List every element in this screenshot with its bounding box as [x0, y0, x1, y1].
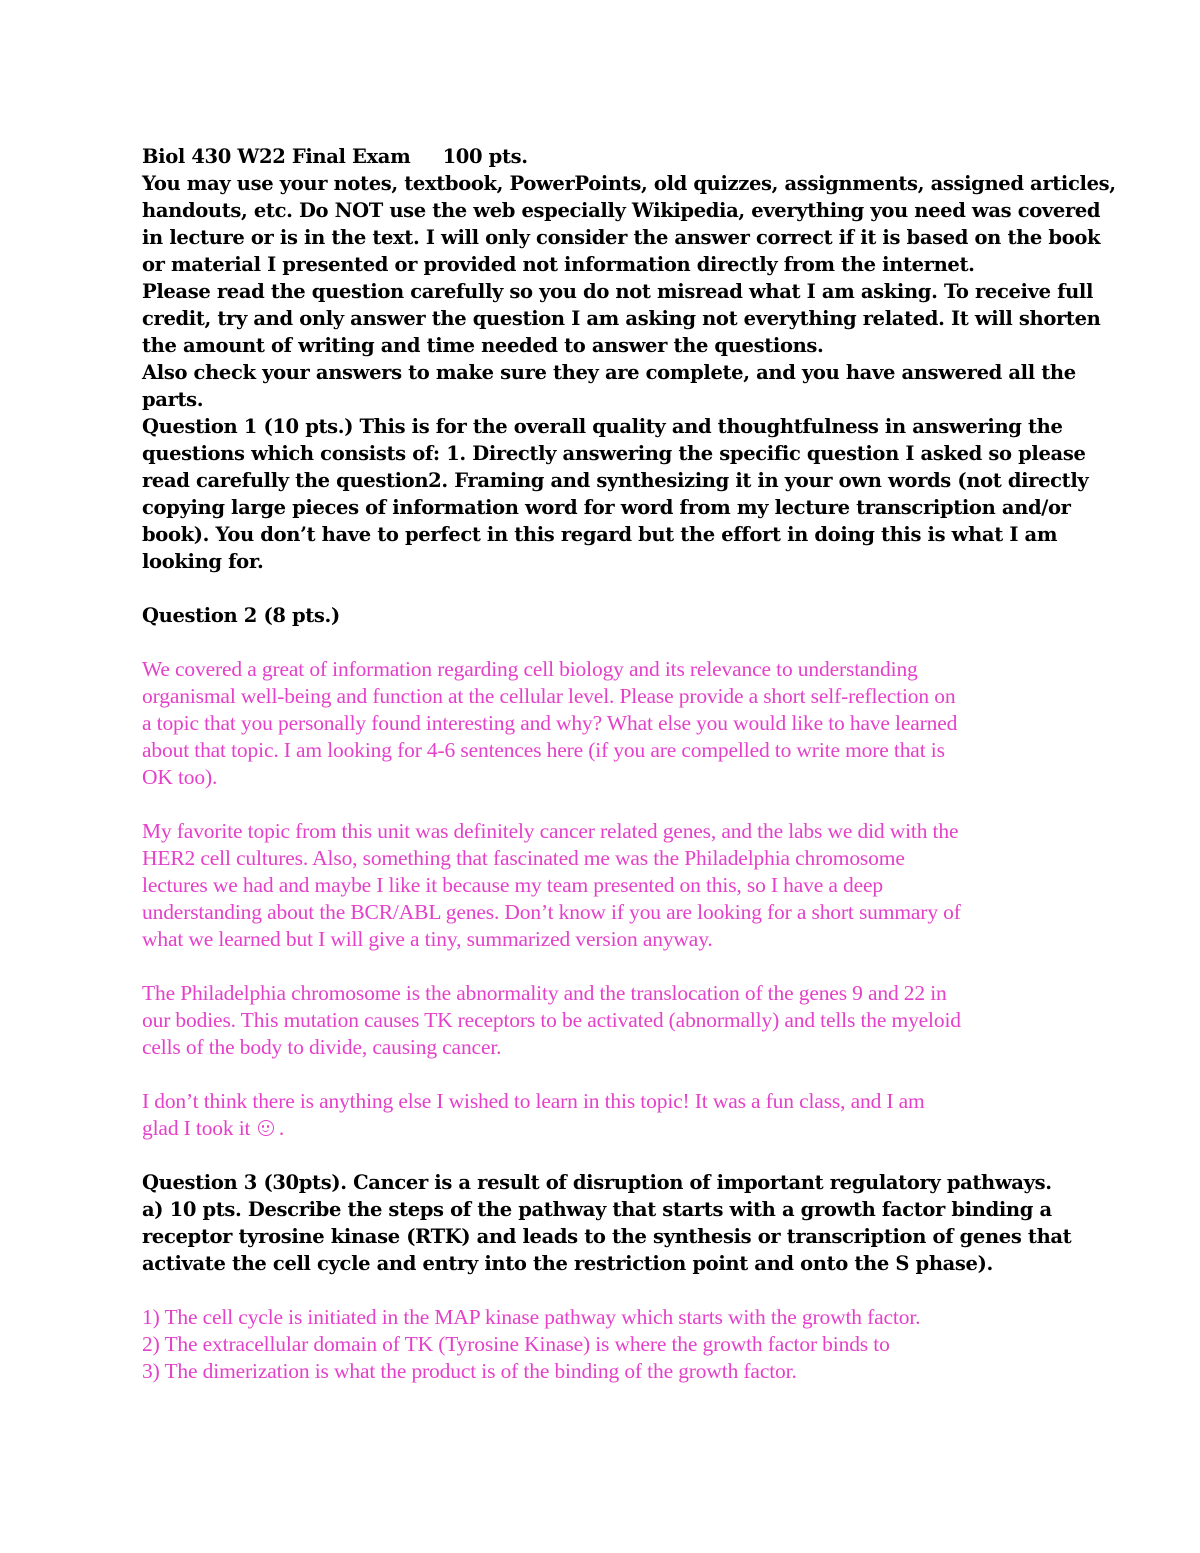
instructions-line: credit, try and only answer the question I am asking not everything related. It will shorten [142, 307, 1101, 330]
answer-paragraph-1 [142, 818, 1072, 953]
question-1-line: copying large pieces of information word for word from my lecture transcription and/or [142, 496, 1071, 519]
question-2-heading: Question 2 (8 pts.) [142, 604, 340, 627]
spacer [142, 1142, 1072, 1169]
answer-line: lectures we had and maybe I like it because my team presented on this, so I have a deep [142, 873, 883, 897]
question-3-line: a) 10 pts. Describe the steps of the pathway that starts with a growth factor binding a [142, 1198, 1052, 1221]
question-2-block [142, 602, 1072, 1142]
question-1-line: Question 1 (10 pts.) This is for the overall quality and thoughtfulness in answering the [142, 415, 1063, 438]
instructions-block [142, 170, 1116, 413]
prompt-line: organismal well-being and function at the cellular level. Please provide a short self-reflection on [142, 684, 956, 708]
answer-line [142, 1115, 1072, 1142]
answer-line: The Philadelphia chromosome is the abnormality and the translocation of the genes 9 and 22 in [142, 981, 947, 1005]
answer-line: what we learned but I will give a tiny, summarized version anyway. [142, 927, 713, 951]
spacer [142, 629, 1072, 656]
exam-document [142, 143, 1116, 1385]
prompt-line: about that topic. I am looking for 4-6 sentences here (if you are compelled to write more that is [142, 738, 945, 762]
spacer [142, 1277, 1072, 1304]
exam-title: Biol 430 W22 Final Exam 100 pts. [142, 145, 528, 168]
instructions-line: Please read the question carefully so you do not misread what I am asking. To receive full [142, 280, 1094, 303]
instructions-line: the amount of writing and time needed to answer the questions. [142, 334, 824, 357]
instructions-line: parts. [142, 388, 204, 411]
instructions-line: handouts, etc. Do NOT use the web especially Wikipedia, everything you need was covered [142, 199, 1101, 222]
instructions-line: You may use your notes, textbook, PowerPoints, old quizzes, assignments, assigned articles, [142, 172, 1116, 195]
spacer [142, 953, 1072, 980]
question-1-line: read carefully the question2. Framing and synthesizing it in your own words (not directly [142, 469, 1089, 492]
question-3-line: receptor tyrosine kinase (RTK) and leads to the synthesis or transcription of genes that [142, 1225, 1072, 1248]
question-1-line: questions which consists of: 1. Directly answering the specific question I asked so please [142, 442, 1086, 465]
answer-line-end: . [273, 1116, 285, 1140]
question-1-line: looking for. [142, 550, 264, 573]
answer-step: 2) The extracellular domain of TK (Tyrosine Kinase) is where the growth factor binds to [142, 1332, 890, 1356]
instructions-line: or material I presented or provided not information directly from the internet. [142, 253, 975, 276]
answer-step: 1) The cell cycle is initiated in the MAP kinase pathway which starts with the growth factor. [142, 1305, 921, 1329]
answer-line: My favorite topic from this unit was definitely cancer related genes, and the labs we did with the [142, 819, 959, 843]
answer-paragraph-2 [142, 980, 1072, 1061]
answer-line: I don’t think there is anything else I wished to learn in this topic! It was a fun class, and I am [142, 1089, 925, 1113]
prompt-line: We covered a great of information regarding cell biology and its relevance to understanding [142, 657, 918, 681]
question-1-line: book). You don’t have to perfect in this regard but the effort in doing this is what I am [142, 523, 1058, 546]
spacer [142, 791, 1072, 818]
answer-line: cells of the body to divide, causing cancer. [142, 1035, 502, 1059]
spacer [142, 1061, 1072, 1088]
instructions-line: in lecture or is in the text. I will only consider the answer correct if it is based on the book [142, 226, 1101, 249]
spacer [142, 575, 1072, 602]
question-2-prompt [142, 656, 1072, 791]
answer-line: understanding about the BCR/ABL genes. Don’t know if you are looking for a short summary of [142, 900, 961, 924]
prompt-line: OK too). [142, 765, 218, 789]
prompt-line: a topic that you personally found interesting and why? What else you would like to have learned [142, 711, 958, 735]
answer-paragraph-3 [142, 1088, 1072, 1142]
answer-step: 3) The dimerization is what the product is of the binding of the growth factor. [142, 1359, 797, 1383]
question-1-block [142, 413, 1089, 575]
question-3-line: Question 3 (30pts). Cancer is a result of disruption of important regulatory pathways. [142, 1171, 1052, 1194]
question-3-line: activate the cell cycle and entry into the restriction point and onto the S phase). [142, 1252, 993, 1275]
answer-line: HER2 cell cultures. Also, something that fascinated me was the Philadelphia chromosome [142, 846, 905, 870]
answer-line-text: glad I took it [142, 1116, 256, 1140]
question-3-block [142, 1169, 1072, 1385]
instructions-line: Also check your answers to make sure they are complete, and you have answered all the [142, 361, 1076, 384]
answer-line: our bodies. This mutation causes TK receptors to be activated (abnormally) and tells the myeloid [142, 1008, 961, 1032]
smiley-face-icon [258, 1120, 274, 1136]
